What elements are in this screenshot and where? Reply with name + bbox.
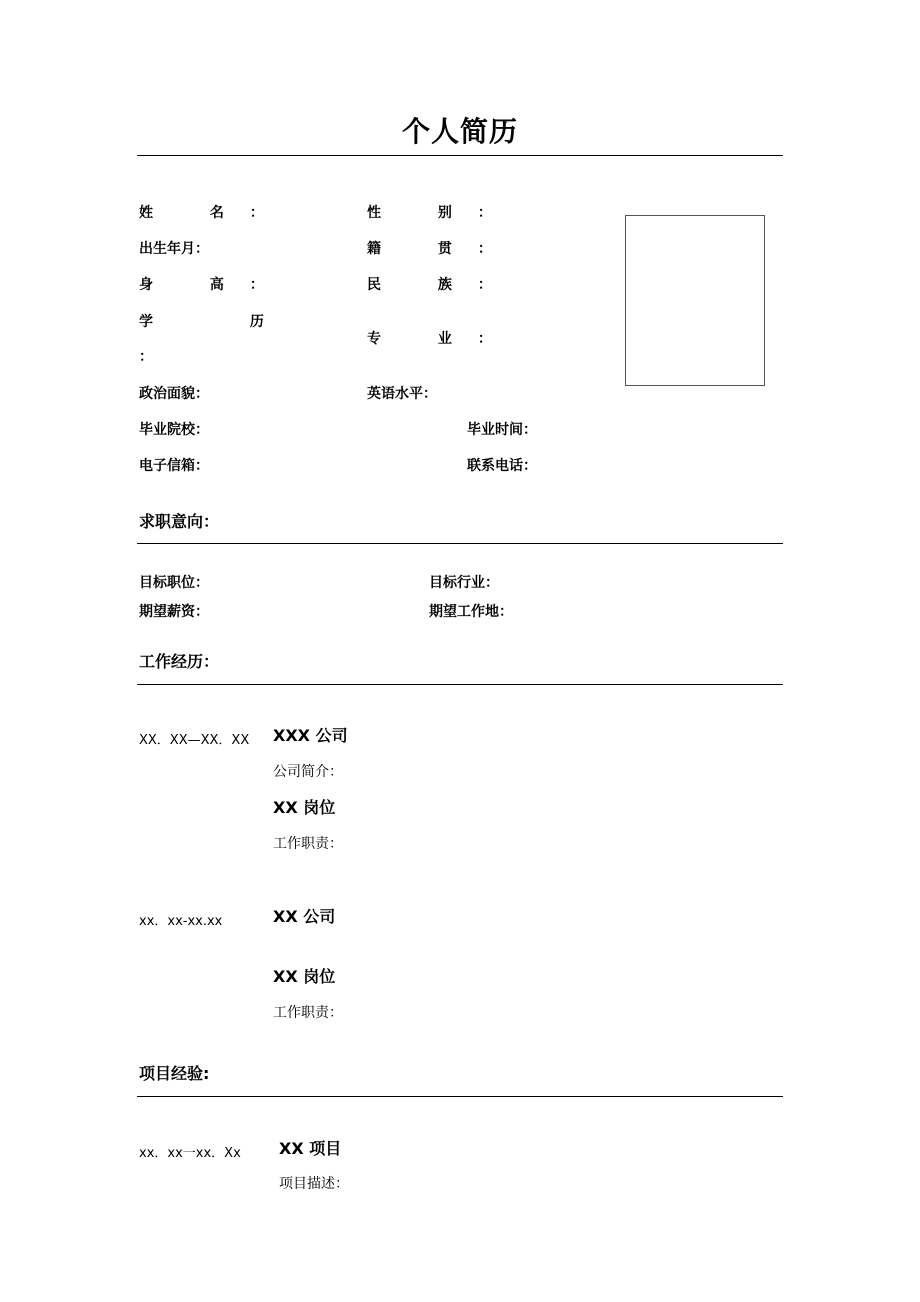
page-title: 个人简历 xyxy=(401,115,518,148)
work-divider xyxy=(137,684,783,685)
label-expected-location: 期望工作地： xyxy=(429,604,513,620)
project-entry-1-date: xx．xx一xx．Xx xyxy=(139,1146,241,1161)
project-entry-1-desc: 项目描述： xyxy=(279,1176,349,1192)
section-project-experience: 项目经验: xyxy=(139,1064,210,1083)
work-entry-2-date: xx．xx-xx.xx xyxy=(139,914,223,929)
label-gender: 性 别： xyxy=(367,205,518,221)
section-job-intent: 求职意向： xyxy=(139,512,220,531)
label-height: 身 高： xyxy=(139,277,290,293)
label-major: 专 业： xyxy=(367,331,518,347)
project-entry-1-name: XX 项目 xyxy=(279,1139,342,1158)
label-name: 姓 名： xyxy=(139,205,290,221)
work-entry-2-duties: 工作职责： xyxy=(273,1005,343,1021)
job-intent-divider xyxy=(137,543,783,544)
label-political-status: 政治面貌： xyxy=(139,386,209,402)
work-entry-1-duties: 工作职责： xyxy=(273,836,343,852)
work-entry-1-date: XX．XX—XX．XX xyxy=(139,733,250,748)
work-entry-1-company: XXX 公司 xyxy=(273,726,348,745)
photo-placeholder xyxy=(625,215,765,386)
label-native-place: 籍 贯： xyxy=(367,241,518,257)
label-phone: 联系电话： xyxy=(467,458,537,474)
label-graduation-time: 毕业时间： xyxy=(467,422,537,438)
label-expected-salary: 期望薪资： xyxy=(139,604,209,620)
work-entry-2-position: XX 岗位 xyxy=(273,967,336,986)
title-divider xyxy=(137,155,783,156)
label-target-industry: 目标行业： xyxy=(429,575,499,591)
label-email: 电子信箱： xyxy=(139,458,209,474)
label-english-level: 英语水平： xyxy=(367,386,437,402)
project-divider xyxy=(137,1096,783,1097)
label-birth: 出生年月： xyxy=(139,241,209,257)
label-ethnicity: 民 族： xyxy=(367,277,518,293)
label-school: 毕业院校： xyxy=(139,422,209,438)
work-entry-1-company-desc: 公司简介： xyxy=(273,764,343,780)
work-entry-2-company: XX 公司 xyxy=(273,907,336,926)
work-entry-1-position: XX 岗位 xyxy=(273,798,336,817)
label-target-position: 目标职位： xyxy=(139,575,209,591)
label-education: 学 历 xyxy=(139,314,310,330)
label-education-colon: ： xyxy=(139,349,153,365)
section-work-experience: 工作经历： xyxy=(139,652,220,671)
